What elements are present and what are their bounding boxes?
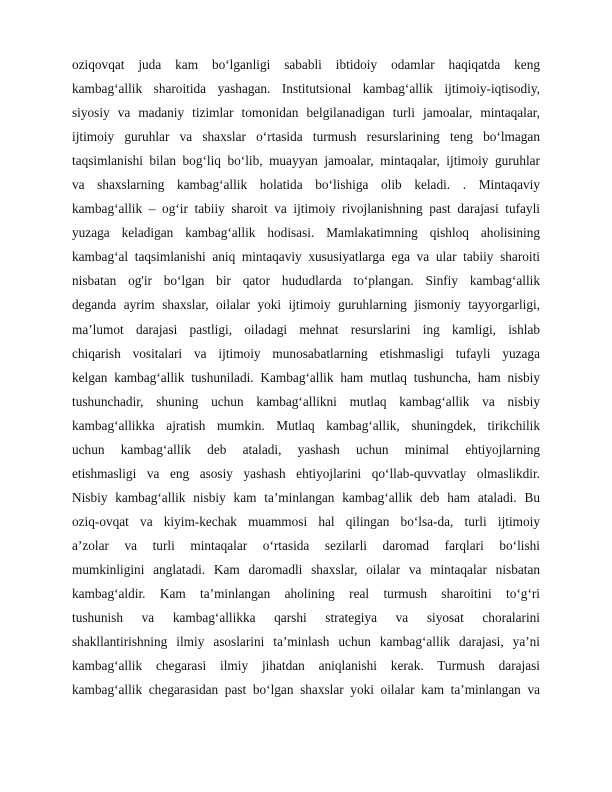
- text-line: mumkinligini anglatadi. Kam daromadli shaxslar, oilalar va mintaqalar nisbatan: [72, 561, 540, 577]
- text-line: oziqovqat juda kam bo‘lganligi sababli ibtidoiy odamlar haqiqatda keng: [72, 57, 540, 72]
- text-line: Nisbiy kambag‘allik nisbiy kam ta’minlangan kambag‘allik deb ham ataladi. Bu: [72, 489, 540, 505]
- text-line: a’zolar va turli mintaqalar o‘rtasida sezilarli daromad farqlari bo‘lishi: [72, 537, 540, 553]
- text-line: ma’lumot darajasi pastligi, oiladagi mehnat resurslarini ing kamligi, ishlab: [72, 321, 540, 337]
- text-line: chiqarish vositalari va ijtimoiy munosabatlarning etishmasligi tufayli yuzaga: [72, 345, 540, 361]
- text-line: kambag‘allikka ajratish mumkin. Mutlaq kambag‘allik, shuningdek, tirikchilik: [72, 417, 540, 433]
- text-line: kambag‘allik chegarasidan past bo‘lgan shaxslar yoki oilalar kam ta’minlangan va: [72, 682, 540, 698]
- text-line: kambag‘al taqsimlanishi aniq mintaqaviy xususiyatlarga ega va ular tabiiy sharoiti: [72, 249, 540, 265]
- document-page: [72, 53, 540, 702]
- text-line: kambag‘aldir. Kam ta’minlangan aholining real turmush sharoitini to‘g‘ri: [72, 586, 540, 602]
- text-line: etishmasligi va eng asosiy yashash ehtiyojlarini qo‘llab-quvvatlay olmaslikdir.: [72, 465, 540, 481]
- text-line: siyosiy va madaniy tizimlar tomonidan belgilanadigan turli jamoalar, mintaqalar,: [72, 105, 540, 121]
- text-line: nisbatan og'ir bo‘lgan bir qator hududlarda to‘plangan. Sinfiy kambag‘allik: [72, 273, 540, 289]
- text-line: taqsimlanishi bilan bog‘liq bo‘lib, muayyan jamoalar, mintaqalar, ijtimoiy guruhlar: [72, 153, 540, 169]
- text-line: kambag‘allik sharoitida yashagan. Institutsional kambag‘allik ijtimoiy-iqtisodiy,: [72, 81, 540, 97]
- text-line: deganda ayrim shaxslar, oilalar yoki ijtimoiy guruhlarning jismoniy tayyorgarligi,: [72, 297, 540, 313]
- text-line: uchun kambag‘allik deb ataladi, yashash uchun minimal ehtiyojlarning: [72, 441, 540, 457]
- text-line: shakllantirishning ilmiy asoslarini ta’minlash uchun kambag‘allik darajasi, ya’ni: [72, 634, 540, 650]
- text-line: tushunish va kambag‘allikka qarshi strategiya va siyosat choralarini: [72, 610, 540, 626]
- text-line: kelgan kambag‘allik tushuniladi. Kambag‘allik ham mutlaq tushuncha, ham nisbiy: [72, 369, 540, 385]
- text-line: ijtimoiy guruhlar va shaxslar o‘rtasida turmush resurslarining teng bo‘lmagan: [72, 129, 540, 145]
- text-line: kambag‘allik – og‘ir tabiiy sharoit va ijtimoiy rivojlanishning past darajasi tufayli: [72, 201, 540, 217]
- text-line: kambag‘allik chegarasi ilmiy jihatdan aniqlanishi kerak. Turmush darajasi: [72, 658, 540, 674]
- text-line: yuzaga keladigan kambag‘allik hodisasi. Mamlakatimning qishloq aholisining: [72, 225, 540, 241]
- text-line: oziq-ovqat va kiyim-kechak muammosi hal qilingan bo‘lsa-da, turli ijtimoiy: [72, 513, 540, 529]
- text-line: va shaxslarning kambag‘allik holatida bo‘lishiga olib keladi. . Mintaqaviy: [72, 177, 540, 193]
- text-line: tushunchadir, shuning uchun kambag‘allikni mutlaq kambag‘allik va nisbiy: [72, 393, 540, 409]
